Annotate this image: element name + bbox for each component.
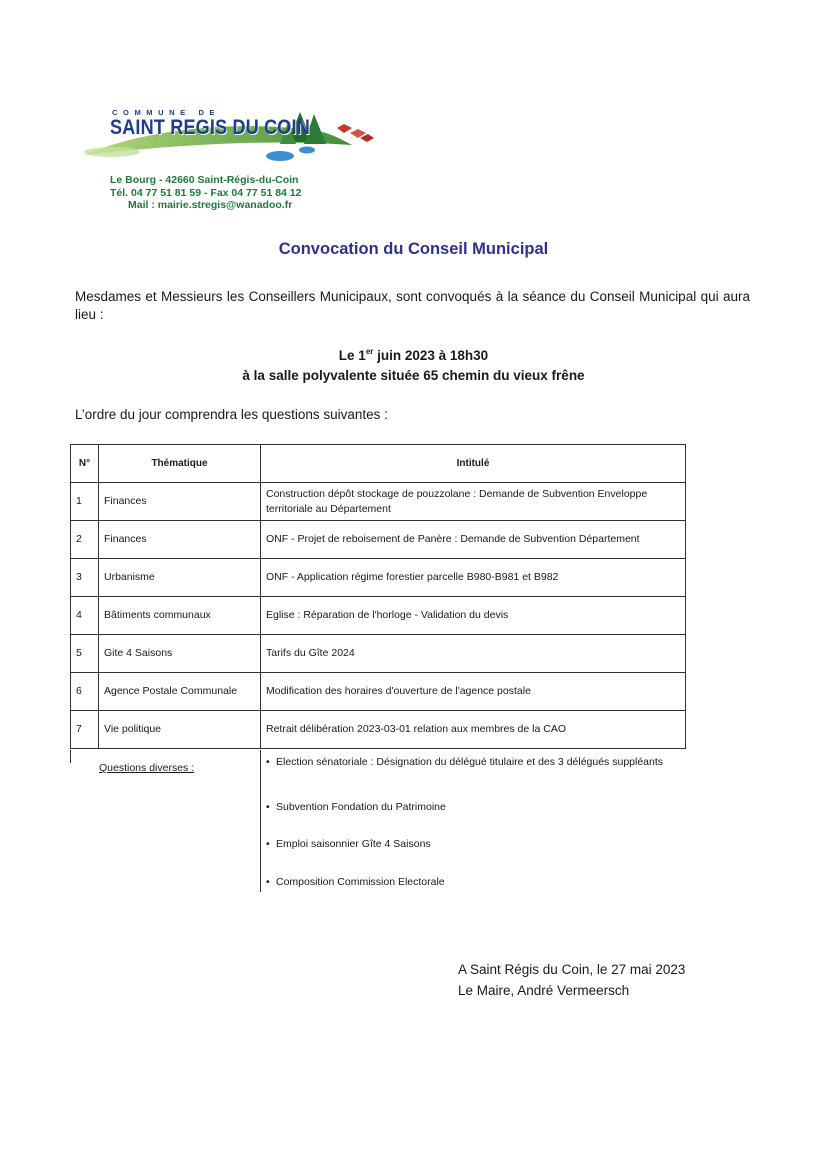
list-item-text: Emploi saisonnier Gîte 4 Saisons: [276, 838, 431, 850]
logo-commune-name: SAINT REGIS DU COIN: [110, 116, 310, 139]
row-num: 6: [71, 673, 99, 711]
table-row: [71, 673, 686, 711]
logo-address: Le Bourg - 42660 Saint-Régis-du-Coin: [110, 174, 299, 186]
table-row: [71, 597, 686, 635]
signature-mayor: Le Maire, André Vermeersch: [458, 983, 630, 998]
list-item: [266, 800, 666, 814]
logo-commune-de: COMMUNE DE: [112, 108, 221, 117]
meeting-place: à la salle polyvalente située 65 chemin du vieux frêne: [242, 368, 585, 383]
intro-paragraph: Mesdames et Messieurs les Conseillers Municipaux, sont convoqués à la séance du Conseil Municipal qui aura lieu :: [75, 289, 750, 322]
list-item-text: Composition Commission Electorale: [276, 876, 445, 888]
header-theme: Thématique: [99, 445, 261, 483]
table-row: [71, 483, 686, 521]
row-theme: Bâtiments communaux: [99, 597, 261, 635]
row-title: Construction dépôt stockage de pouzzolane : Demande de Subvention Enveloppe territoriale au Département: [261, 483, 686, 521]
meeting-date-sup: er: [365, 347, 374, 356]
table-row: [71, 559, 686, 597]
row-theme: Urbanisme: [99, 559, 261, 597]
row-num: 5: [71, 635, 99, 673]
meeting-date: [0, 347, 827, 363]
row-theme: Finances: [99, 483, 261, 521]
row-num: 7: [71, 711, 99, 749]
table-header-row: [71, 445, 686, 483]
row-num: 4: [71, 597, 99, 635]
agenda-table: [70, 444, 686, 749]
list-item: [266, 875, 666, 889]
table-row: [71, 635, 686, 673]
header-num: N°: [71, 445, 99, 483]
list-item-text: Election sénatoriale : Désignation du délégué titulaire et des 3 délégués suppléants: [276, 756, 664, 768]
bullet-icon: •: [266, 876, 270, 888]
table-row: [71, 711, 686, 749]
row-num: 2: [71, 521, 99, 559]
row-title: ONF - Application régime forestier parcelle B980-B981 et B982: [261, 559, 686, 597]
meeting-date-suffix: juin 2023 à 18h30: [373, 348, 489, 363]
row-title: Retrait délibération 2023-03-01 relation aux membres de la CAO: [261, 711, 686, 749]
bullet-icon: •: [266, 756, 270, 768]
list-item: [266, 837, 666, 851]
row-theme: Agence Postale Communale: [99, 673, 261, 711]
bullet-icon: •: [266, 801, 270, 813]
row-theme: Finances: [99, 521, 261, 559]
row-title: Modification des horaires d'ouverture de l'agence postale: [261, 673, 686, 711]
table-tail-line-divider: [260, 750, 261, 892]
header-title: Intitulé: [261, 445, 686, 483]
table-tail-line-left: [70, 750, 71, 763]
list-item-text: Subvention Fondation du Patrimoine: [276, 801, 446, 813]
row-num: 3: [71, 559, 99, 597]
row-title: ONF - Projet de reboisement de Panère : Demande de Subvention Département: [261, 521, 686, 559]
list-item: [266, 755, 666, 769]
commune-logo: [82, 100, 382, 215]
meeting-date-prefix: Le 1: [338, 348, 366, 363]
table-row: [71, 521, 686, 559]
row-title: Tarifs du Gîte 2024: [261, 635, 686, 673]
logo-phone: Tél. 04 77 51 81 59 - Fax 04 77 51 84 12: [110, 187, 302, 199]
row-num: 1: [71, 483, 99, 521]
page-title: Convocation du Conseil Municipal: [278, 240, 549, 258]
signature-place-date: A Saint Régis du Coin, le 27 mai 2023: [458, 962, 686, 977]
row-theme: Vie politique: [99, 711, 261, 749]
questions-diverses-label: Questions diverses :: [99, 762, 195, 774]
bullet-icon: •: [266, 838, 270, 850]
row-theme: Gite 4 Saisons: [99, 635, 261, 673]
agenda-intro: L’ordre du jour comprendra les questions suivantes :: [75, 407, 388, 422]
row-title: Eglise : Réparation de l'horloge - Validation du devis: [261, 597, 686, 635]
logo-mail: Mail : mairie.stregis@wanadoo.fr: [128, 199, 293, 211]
